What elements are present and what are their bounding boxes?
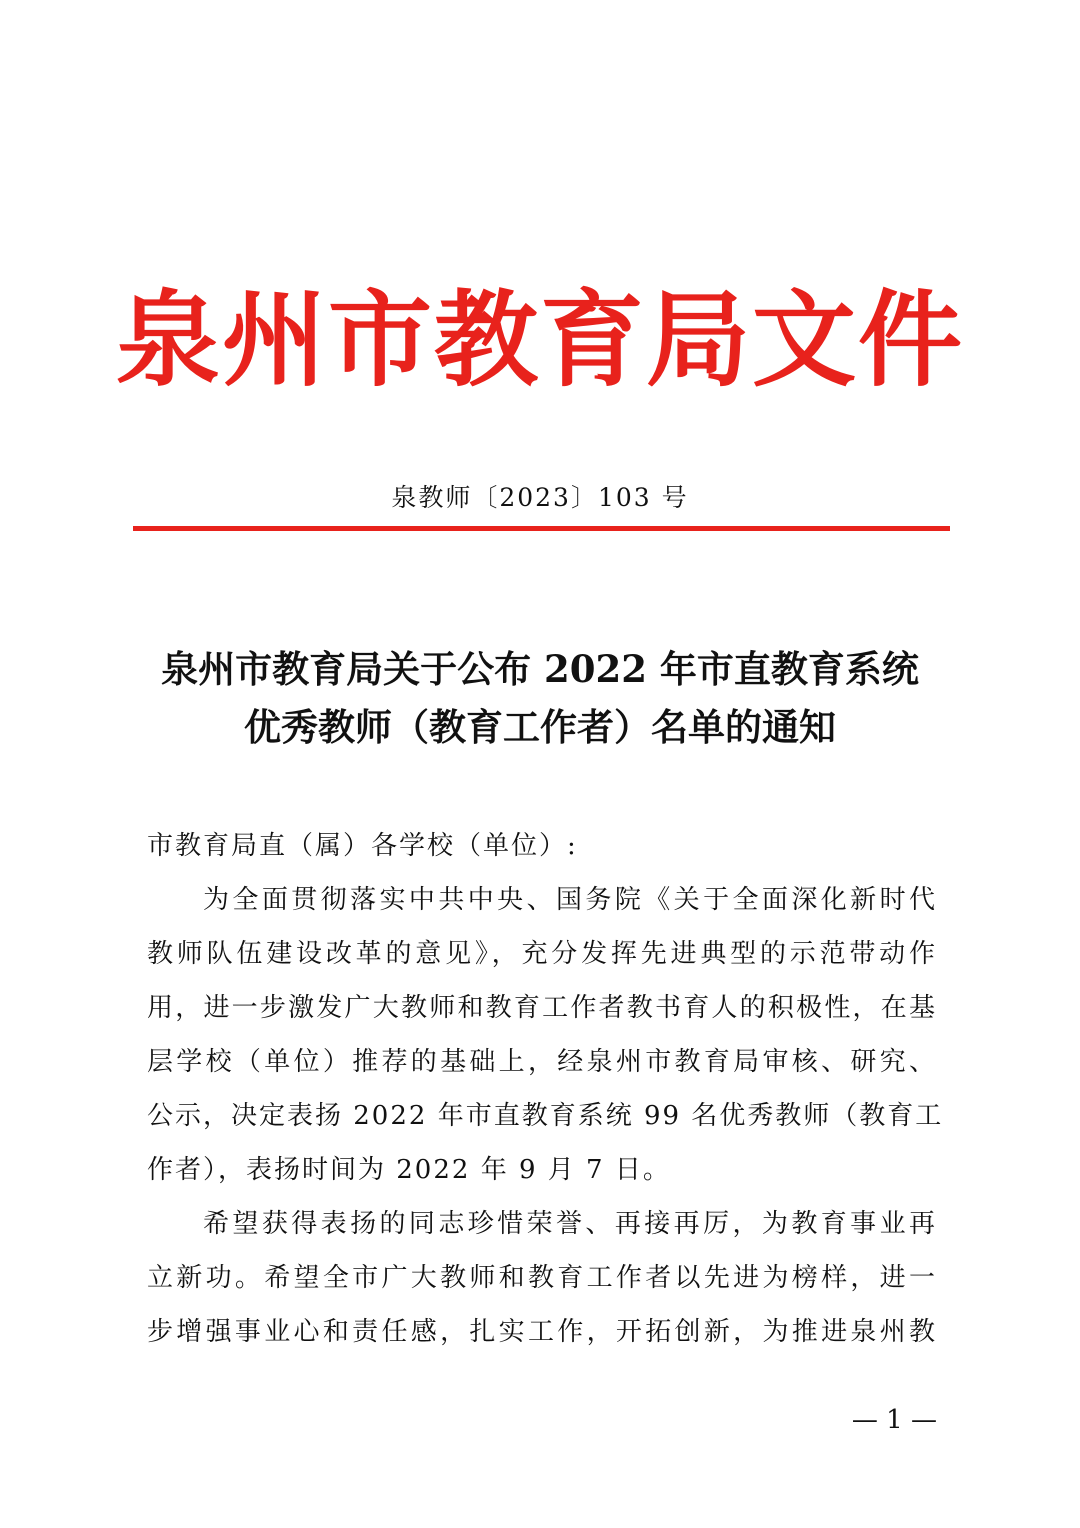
body-line: 为全面贯彻落实中共中央、国务院《关于全面深化新时代 [203,885,937,915]
body-line: 希望获得表扬的同志珍惜荣誉、再接再厉，为教育事业再 [203,1209,937,1239]
document-title [100,640,980,756]
body-line: 教师队伍建设改革的意见》，充分发挥先进典型的示范带动作 [147,939,937,969]
body-line: 步增强事业心和责任感，扎实工作，开拓创新，为推进泉州教 [147,1317,937,1347]
masthead-title: 泉州市教育局文件 [115,278,964,401]
document-number: 泉教师〔2023〕103 号 [391,483,689,512]
body-line: 用，进一步激发广大教师和教育工作者教书育人的积极性，在基 [147,993,937,1023]
body-text [147,880,944,1366]
body-line: 公示，决定表扬 2022 年市直教育系统 99 名优秀教师（教育工 [147,1101,944,1131]
page-number: — 1 — [851,1405,937,1435]
salutation: 市教育局直（属）各学校（单位）: [147,831,578,861]
body-line: 作者），表扬时间为 2022 年 9 月 7 日。 [147,1155,671,1185]
body-line: 层学校（单位）推荐的基础上，经泉州市教育局审核、研究、 [147,1047,937,1077]
body-line: 立新功。希望全市广大教师和教育工作者以先进为榜样，进一 [147,1263,937,1293]
title-line-1: 泉州市教育局关于公布 2022 年市直教育系统 [161,647,919,691]
red-divider-line [133,526,950,531]
title-line-2: 优秀教师（教育工作者）名单的通知 [244,705,836,749]
